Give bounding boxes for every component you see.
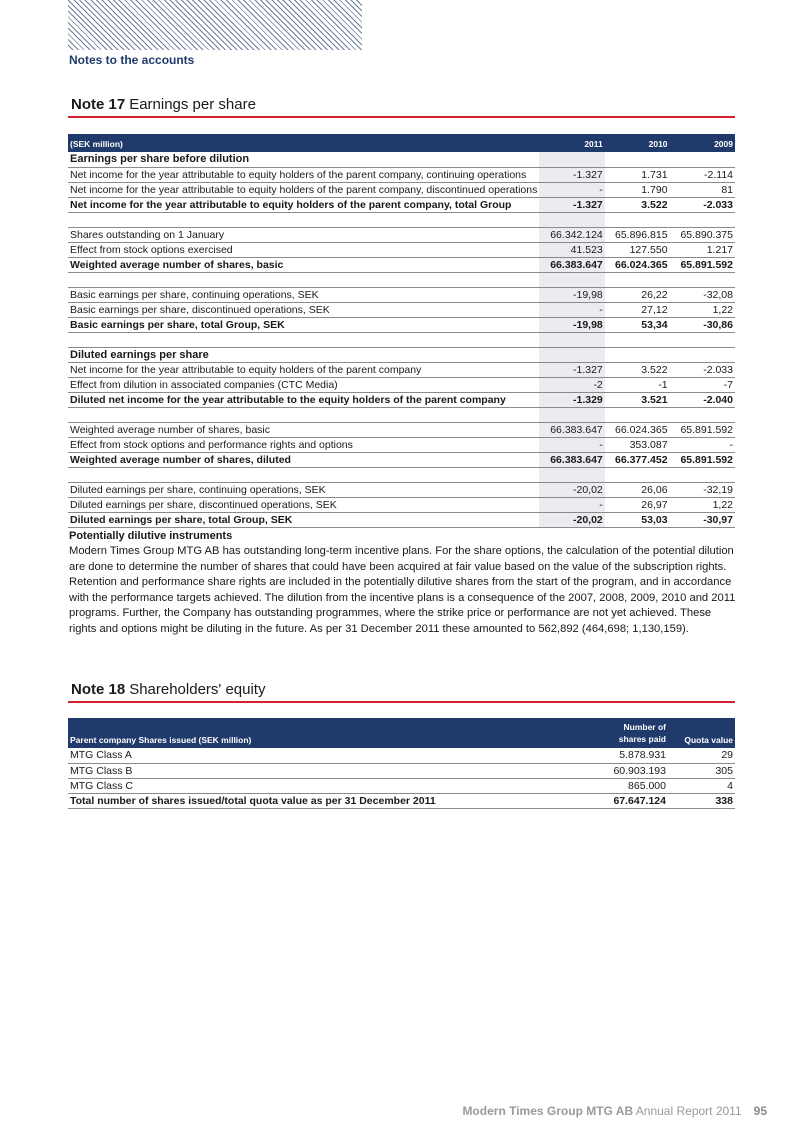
page-footer xyxy=(0,1104,767,1118)
quota-value: 305 xyxy=(668,763,735,778)
col-header-number-of-shares: Number of shares paid xyxy=(598,718,668,748)
value-2010: 65.896.815 xyxy=(605,227,670,242)
table-row xyxy=(68,302,735,317)
spacer-row xyxy=(68,272,735,287)
spacer-cell xyxy=(539,272,604,287)
quota-value: 29 xyxy=(668,748,735,763)
empty-cell xyxy=(670,347,735,362)
spacer-cell xyxy=(605,407,670,422)
table-row xyxy=(68,497,735,512)
value-2009: -2.040 xyxy=(670,392,735,407)
row-label: MTG Class C xyxy=(68,778,598,793)
value-2009: -7 xyxy=(670,377,735,392)
row-label: MTG Class B xyxy=(68,763,598,778)
spacer-row xyxy=(68,212,735,227)
value-2011: -19,98 xyxy=(539,287,604,302)
spacer-cell xyxy=(68,212,539,227)
value-2010: 26,22 xyxy=(605,287,670,302)
table-total-row xyxy=(68,512,735,527)
table-total-row xyxy=(68,317,735,332)
table-row xyxy=(68,763,735,778)
value-2010: 3.521 xyxy=(605,392,670,407)
instruments-title: Potentially dilutive instruments xyxy=(69,530,233,542)
value-2009: 1.217 xyxy=(670,242,735,257)
value-2010: 26,06 xyxy=(605,482,670,497)
spacer-cell xyxy=(539,407,604,422)
empty-cell xyxy=(605,152,670,167)
table-row xyxy=(68,748,735,763)
value-2011: 41.523 xyxy=(539,242,604,257)
value-2010: 53,03 xyxy=(605,512,670,527)
col-header-quota-value: Quota value xyxy=(668,718,735,748)
value-2009: 1,22 xyxy=(670,302,735,317)
value-2011: - xyxy=(539,182,604,197)
value-2009: -30,86 xyxy=(670,317,735,332)
row-label: Diluted earnings per share, total Group, SEK xyxy=(68,512,539,527)
value-2010: 66.024.365 xyxy=(605,257,670,272)
value-2011: - xyxy=(539,302,604,317)
table-section-heading xyxy=(68,152,735,167)
note17-rule xyxy=(68,116,735,118)
row-label: Diluted earnings per share, discontinued operations, SEK xyxy=(68,497,539,512)
value-2010: 27,12 xyxy=(605,302,670,317)
table-row xyxy=(68,482,735,497)
shares-paid: 60.903.193 xyxy=(598,763,668,778)
value-2011: -2 xyxy=(539,377,604,392)
value-2009: -32,08 xyxy=(670,287,735,302)
spacer-cell xyxy=(539,332,604,347)
value-2011: - xyxy=(539,437,604,452)
value-2011: 66.383.647 xyxy=(539,257,604,272)
value-2010: -1 xyxy=(605,377,670,392)
value-2011: -20,02 xyxy=(539,512,604,527)
value-2010: 53,34 xyxy=(605,317,670,332)
value-2011: 66.342.124 xyxy=(539,227,604,242)
note17-title xyxy=(71,96,256,113)
shares-paid: 67.647.124 xyxy=(598,793,668,808)
empty-cell xyxy=(670,152,735,167)
row-label: Weighted average number of shares, basic xyxy=(68,422,539,437)
value-2011: -19,98 xyxy=(539,317,604,332)
shareholders-equity-table xyxy=(68,718,735,809)
value-2009: 65.891.592 xyxy=(670,422,735,437)
section-heading-label: Earnings per share before dilution xyxy=(68,152,539,167)
value-2009: -32,19 xyxy=(670,482,735,497)
empty-cell xyxy=(605,347,670,362)
value-2009: -2.033 xyxy=(670,362,735,377)
note17-number: Note 17 xyxy=(71,96,126,113)
table-total-row xyxy=(68,793,735,808)
value-2010: 1.790 xyxy=(605,182,670,197)
spacer-cell xyxy=(605,332,670,347)
table-row xyxy=(68,167,735,182)
spacer-cell xyxy=(670,467,735,482)
col-header-label: (SEK million) xyxy=(68,134,539,152)
value-2010: 66.377.452 xyxy=(605,452,670,467)
spacer-cell xyxy=(670,212,735,227)
table-row xyxy=(68,377,735,392)
table-row xyxy=(68,242,735,257)
value-2010: 3.522 xyxy=(605,362,670,377)
row-label: Weighted average number of shares, diluted xyxy=(68,452,539,467)
table-total-row xyxy=(68,257,735,272)
value-2011: -1.327 xyxy=(539,167,604,182)
value-2009: - xyxy=(670,437,735,452)
spacer-cell xyxy=(68,407,539,422)
spacer-cell xyxy=(68,272,539,287)
row-label: Total number of shares issued/total quota value as per 31 December 2011 xyxy=(68,793,598,808)
value-2009: 81 xyxy=(670,182,735,197)
col-header-2010: 2010 xyxy=(605,134,670,152)
note18-number: Note 18 xyxy=(71,681,126,698)
spacer-cell xyxy=(605,467,670,482)
value-2009: 65.891.592 xyxy=(670,452,735,467)
earnings-per-share-table xyxy=(68,134,735,528)
spacer-cell xyxy=(68,332,539,347)
table-row xyxy=(68,182,735,197)
value-2009: 65.891.592 xyxy=(670,257,735,272)
row-label: Diluted earnings per share, continuing operations, SEK xyxy=(68,482,539,497)
value-2010: 127.550 xyxy=(605,242,670,257)
section-heading-label: Diluted earnings per share xyxy=(68,347,539,362)
value-2010: 353.087 xyxy=(605,437,670,452)
value-2009: 65.890.375 xyxy=(670,227,735,242)
value-2009: -2.114 xyxy=(670,167,735,182)
row-label: Net income for the year attributable to equity holders of the parent company, total Group xyxy=(68,197,539,212)
value-2011: 66.383.647 xyxy=(539,422,604,437)
value-2010: 3.522 xyxy=(605,197,670,212)
value-2011: -1.329 xyxy=(539,392,604,407)
table-total-row xyxy=(68,452,735,467)
row-label: Effect from stock options exercised xyxy=(68,242,539,257)
value-2010: 26,97 xyxy=(605,497,670,512)
empty-cell xyxy=(539,347,604,362)
note18-title xyxy=(71,681,265,698)
note18-title-text: Shareholders' equity xyxy=(129,681,266,698)
table-row xyxy=(68,287,735,302)
value-2009: -30,97 xyxy=(670,512,735,527)
note17-title-text: Earnings per share xyxy=(129,96,256,113)
row-label: Effect from stock options and performance rights and options xyxy=(68,437,539,452)
row-label: Basic earnings per share, continuing operations, SEK xyxy=(68,287,539,302)
table-row xyxy=(68,778,735,793)
value-2011: -20,02 xyxy=(539,482,604,497)
empty-cell xyxy=(539,152,604,167)
row-label: Net income for the year attributable to equity holders of the parent company, continuing operations xyxy=(68,167,539,182)
instruments-text: Modern Times Group MTG AB has outstanding long-term incentive plans. For the share options, the calculation of the potential dilution are done to determine the number of shares that could have been acquired at fair value based on the value of the subscription rights. Retention and performance share rights are included in the potentially dilutive shares from the start of the program, and in accordance with the performance targets achieved. The dilution from the incentive plans is a consequence of the 2007, 2008, 2009, 2010 and 2011 programs. Further, the Company has outstanding programmes, where the strike price or performance are not yet achieved. These rights and options might be diluting in the future. As per 31 December 2011 these amounted to 562,892 (464,698; 1,130,159). xyxy=(69,545,736,635)
row-label: Net income for the year attributable to equity holders of the parent company xyxy=(68,362,539,377)
shares-paid: 5.878.931 xyxy=(598,748,668,763)
spacer-row xyxy=(68,467,735,482)
note18-rule xyxy=(68,701,735,703)
spacer-cell xyxy=(670,332,735,347)
row-label: MTG Class A xyxy=(68,748,598,763)
spacer-cell xyxy=(670,272,735,287)
value-2010: 66.024.365 xyxy=(605,422,670,437)
value-2011: -1.327 xyxy=(539,362,604,377)
row-label: Net income for the year attributable to equity holders of the parent company, discontinued operations xyxy=(70,183,538,196)
table-total-row xyxy=(68,392,735,407)
footer-company: Modern Times Group MTG AB xyxy=(462,1104,634,1118)
header-hatch-pattern xyxy=(68,0,362,50)
value-2011: 66.383.647 xyxy=(539,452,604,467)
spacer-row xyxy=(68,332,735,347)
row-label: Diluted net income for the year attributable to the equity holders of the parent company xyxy=(68,392,539,407)
value-2011: - xyxy=(539,497,604,512)
row-label: Basic earnings per share, discontinued operations, SEK xyxy=(68,302,539,317)
col-header-shares-issued: Parent company Shares issued (SEK million) xyxy=(68,718,598,748)
value-2009: -2.033 xyxy=(670,197,735,212)
quota-value: 4 xyxy=(668,778,735,793)
spacer-row xyxy=(68,407,735,422)
footer-report: Annual Report 2011 xyxy=(635,1104,742,1118)
spacer-cell xyxy=(605,212,670,227)
quota-value: 338 xyxy=(668,793,735,808)
table-row xyxy=(68,422,735,437)
value-2011: -1.327 xyxy=(539,197,604,212)
value-2009: 1,22 xyxy=(670,497,735,512)
row-label: Weighted average number of shares, basic xyxy=(68,257,539,272)
spacer-cell xyxy=(539,212,604,227)
spacer-cell xyxy=(605,272,670,287)
col-header-2011: 2011 xyxy=(539,134,604,152)
col-header-2009: 2009 xyxy=(670,134,735,152)
spacer-cell xyxy=(68,467,539,482)
row-label: Shares outstanding on 1 January xyxy=(68,227,539,242)
spacer-cell xyxy=(539,467,604,482)
value-2010: 1.731 xyxy=(605,167,670,182)
shares-paid: 865.000 xyxy=(598,778,668,793)
section-label: Notes to the accounts xyxy=(69,53,195,67)
spacer-cell xyxy=(670,407,735,422)
table-row xyxy=(68,437,735,452)
row-label: Basic earnings per share, total Group, SEK xyxy=(68,317,539,332)
page-number: 95 xyxy=(753,1104,767,1118)
row-label: Effect from dilution in associated companies (CTC Media) xyxy=(68,377,539,392)
table-total-row xyxy=(68,197,735,212)
table-section-heading xyxy=(68,347,735,362)
table-row xyxy=(68,227,735,242)
table-row xyxy=(68,362,735,377)
